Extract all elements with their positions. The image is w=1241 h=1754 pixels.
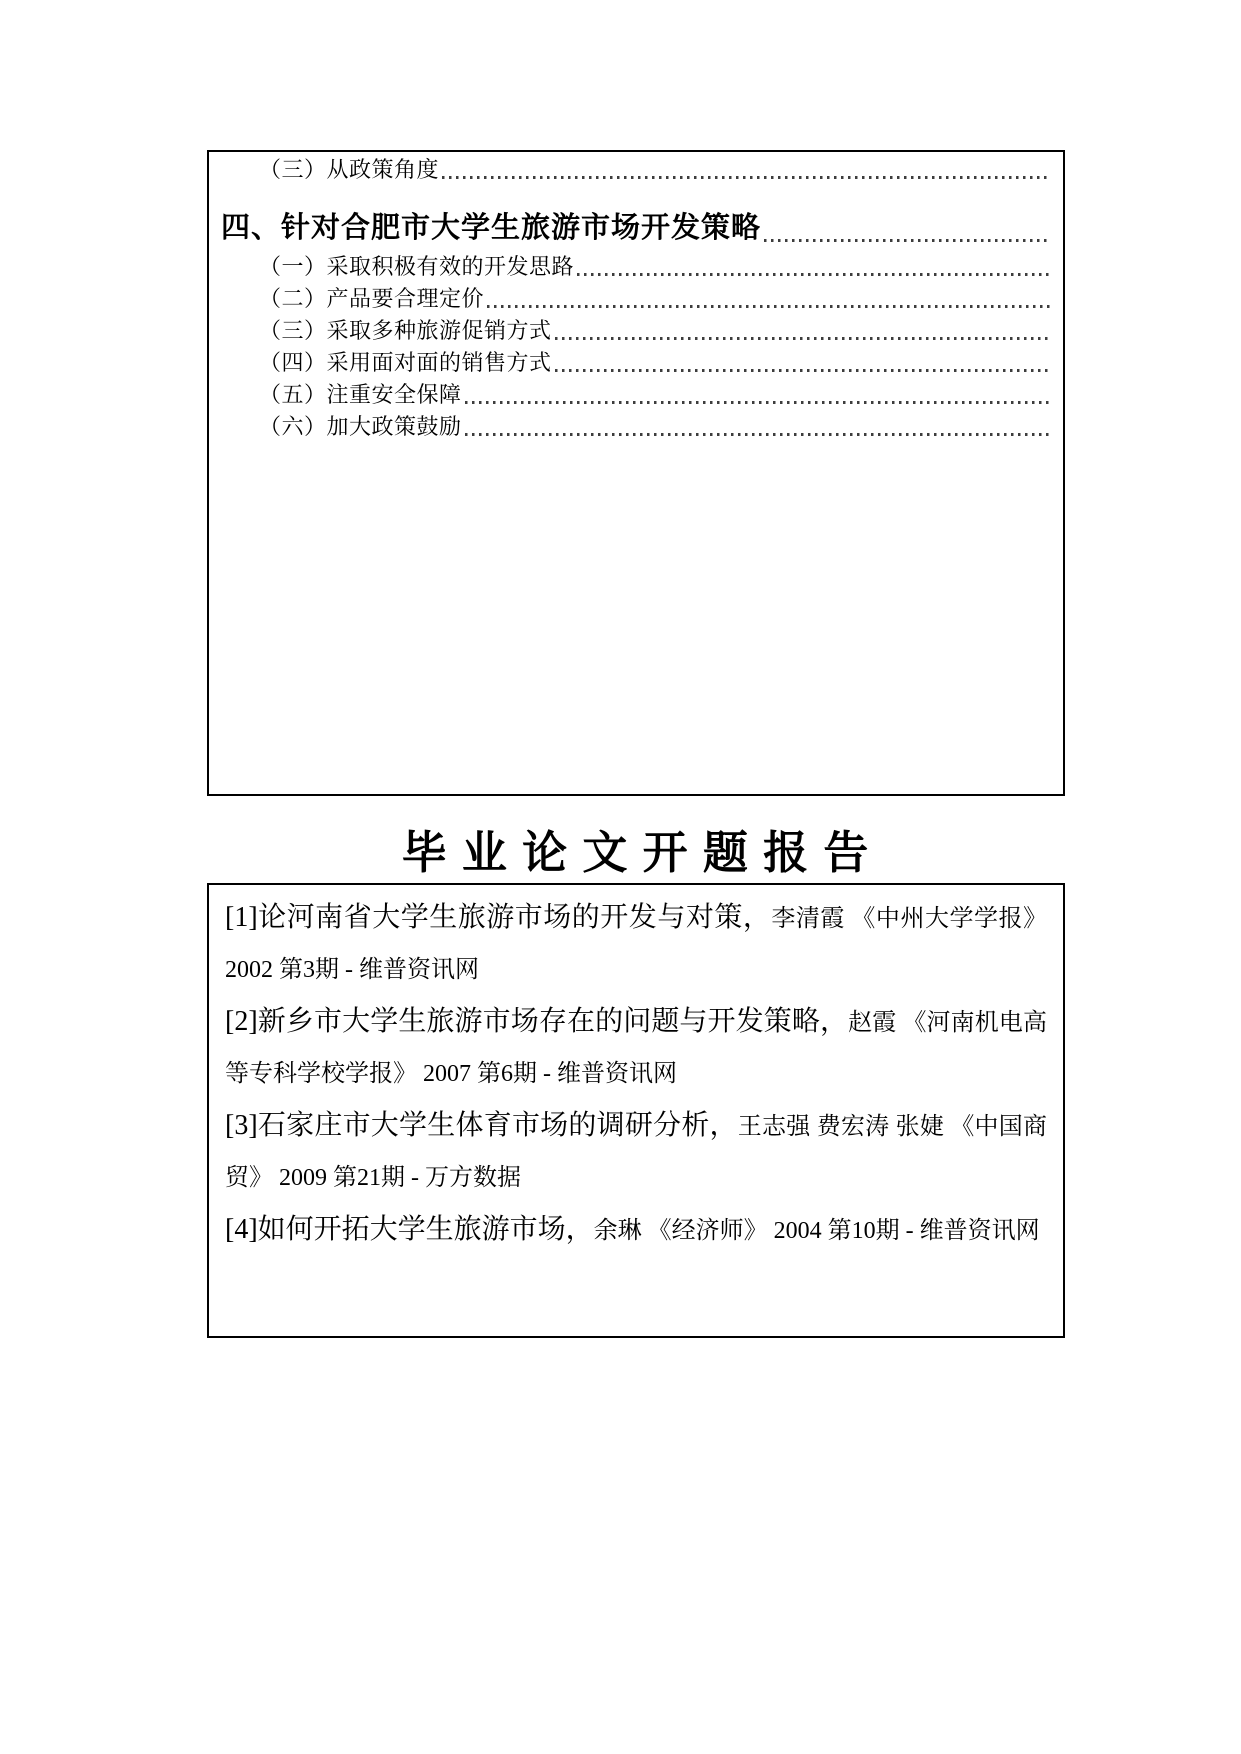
toc-leader-dots <box>487 305 1051 308</box>
toc-box <box>207 150 1065 796</box>
reference-meta: 赵霞 《河南机电高等专科学校学报》 2007 第6期 - 维普资讯网 <box>225 1010 1048 1087</box>
toc-entry <box>259 411 1051 443</box>
toc-entry <box>259 154 1051 186</box>
reference-item <box>225 997 1047 1101</box>
toc-entry-label: （四）采用面对面的销售方式 <box>259 350 552 375</box>
toc-entry-label: （六）加大政策鼓励 <box>259 414 462 439</box>
reference-meta: 余琳 《经济师》 2004 第10期 - 维普资讯网 <box>593 1218 1040 1244</box>
toc-leader-dots <box>465 433 1051 436</box>
toc-entry-label: （二）产品要合理定价 <box>259 286 485 311</box>
reference-meta: 李清霞 《中州大学学报》 2002 第3期 - 维普资讯网 <box>225 906 1048 983</box>
toc-entry <box>259 347 1051 379</box>
toc-entry <box>259 283 1051 315</box>
reference-meta: 王志强 费宏涛 张婕 《中国商贸》 2009 第21期 - 万方数据 <box>225 1114 1048 1191</box>
toc-leader-dots <box>465 401 1051 404</box>
toc-entry-label: （一）采取积极有效的开发思路 <box>259 254 575 279</box>
toc-leader-dots <box>442 176 1051 179</box>
toc-entry <box>259 251 1051 283</box>
reference-title: [3]石家庄市大学生体育市场的调研分析， <box>225 1110 738 1141</box>
toc-leader-dots <box>764 239 1051 242</box>
reference-item <box>225 893 1047 997</box>
page-title: 毕 业 论 文 开 题 报 告 <box>401 828 871 878</box>
toc-chapter-label: 四、针对合肥市大学生旅游市场开发策略 <box>221 212 762 244</box>
toc-chapter-entry <box>221 205 1051 251</box>
toc-entry <box>259 315 1051 347</box>
toc-entry-label: （三）采取多种旅游促销方式 <box>259 318 552 343</box>
reference-title: [2]新乡市大学生旅游市场存在的问题与开发策略， <box>225 1006 849 1037</box>
references-box <box>207 883 1065 1338</box>
reference-item <box>225 1101 1047 1205</box>
reference-item <box>225 1205 1047 1258</box>
toc-entry <box>259 379 1051 411</box>
reference-title: [1]论河南省大学生旅游市场的开发与对策， <box>225 902 772 933</box>
toc-entry-label: （五）注重安全保障 <box>259 382 462 407</box>
toc-entry-label: （三）从政策角度 <box>259 157 440 182</box>
reference-title: [4]如何开拓大学生旅游市场， <box>225 1214 594 1245</box>
toc-leader-dots <box>577 273 1051 276</box>
toc-leader-dots <box>555 369 1051 372</box>
toc-leader-dots <box>555 337 1051 340</box>
